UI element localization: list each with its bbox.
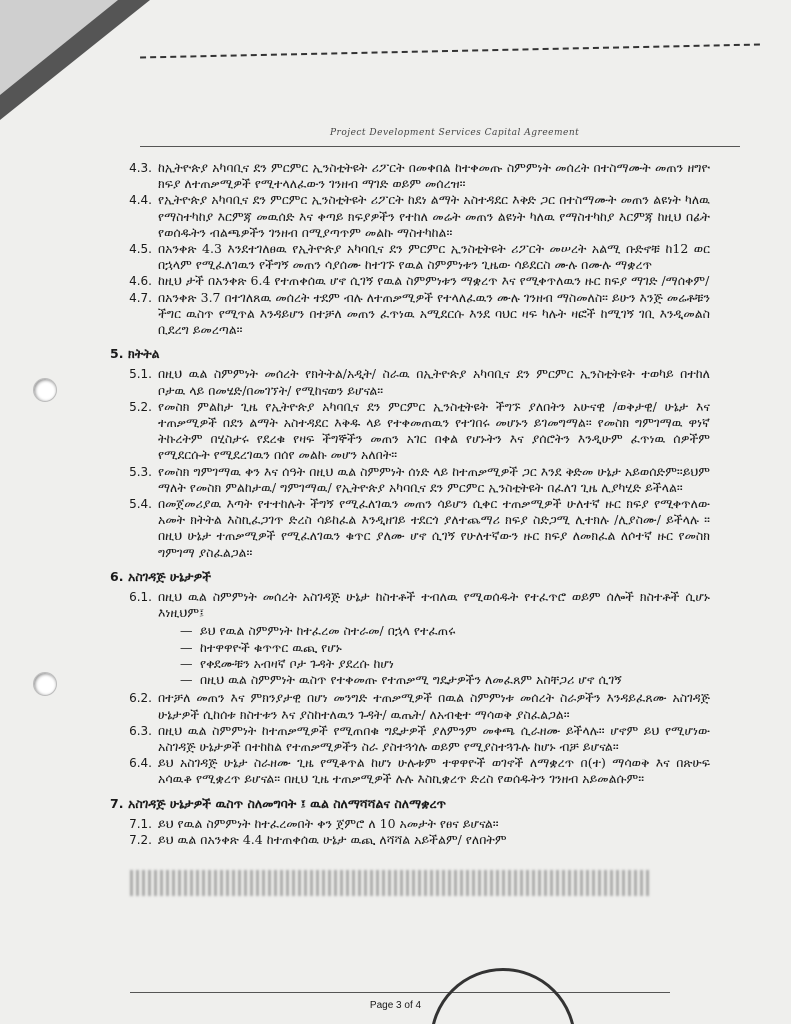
clause-number: 4.5. [129,242,152,257]
clause-item [110,290,710,339]
bullet-item [180,640,710,656]
clause-text: በተቻለ መጠን እና ምክንያታዊ በሆነ መንግድ ተጠቃሚዎች በዉል ስምምነቱ መሰረት ስራዎችን እንዳይፈጸሙ አስገዳጅ ሁኔታዎች ሲከሰቱ ክስተቱን እና ያስከተለዉን ጉዳት/ ዉጤት/ ለአብቂተ ማሳወቅ ያስፈልጋል። [158,690,710,722]
folded-corner-flap [0,0,118,95]
bullet-item [180,656,710,672]
clause-text: የኢትዮጵያ አካባቢና ደን ምርምር ኢንስቲትዩት ሪፖርት ከደነ ልማት አስተዳደር እቅድ ጋር በተስማሙት መጠን ልዩነት ካለዉ የማስተካከያ እርምጃ መዉሰድ እና ቀጣይ ክፍያዎችን የተከለ መሬት መጠን ልዩነት ካለዉ የማስተካከያ እርምጃ ከዚህ በፊት የወሰዱትን ብልጫዎችን ገንዘብ በሚያጣጥም መልኩ ማስተካከል። [158,192,710,240]
clause-number: 5.1. [129,367,152,382]
footer-rule [130,992,670,993]
bullet-text: ከተዋዋዮች ቁጥጥር ዉጪ የሆኑ [200,639,342,655]
clause-text: በአንቀጽ 3.7 በተገለጸዉ መሰረት ተደም ብሉ ለተጠቃሚዎች የተላለፈዉን ሙሉ ገንዘብ ማስመለስ። ይሁን እንጅ መሬቶቹን ችግር ዉስጥ የሚጥል እንዳይሆን በተቻለ መጠን ፈጥነዉ አሚደርሱ እንደ ባህር ዛፍ ካሉት ዛፎች ከሚገኝ ገቢ እንዲመልስ ቢደረግ ይመረጣል። [158,289,710,338]
clause-text: ይህ ዉል በአንቀጽ 4.4 ከተጠቀሰዉ ሁኔታ ዉጪ ለሻሻል አይችልም/ የለበትም [158,831,507,847]
clause-item [110,816,710,832]
clause-item [110,399,710,464]
clause-text: በአንቀጽ 4.3 እንደተገለፀዉ የኢትዮጵያ አካባቢና ደን ምርምር ኢንስቲትዩት ሪፖርት መሠረት አልሚ ቡድኖቹ ከ12 ወር በኋላም የሚፈለገዉን የችግኝ መጠን ሳያሰሙ ከተገኙ የዉል ስምምነቱን ጊዜው ሳይደርስ ሙሉ በሙሉ ማቋረጥ [158,241,710,273]
bullet-dash: — [180,655,193,671]
section-7-heading: 7. አስገዳጅ ሁኔታዎች ዉስጥ ስለመግባት ፤ ዉል ስለማሻሻልና ስለማቋረጥ [110,795,447,811]
clause-text: የመስክ ግምገማዉ ቀን እና ሰዓት በዚህ ዉል ስምምነት ሰነድ ላይ ከተጠቃሚዎች ጋር እንደ ቅድመ ሁኔታ አይወሰድም።ይህም ማለት የመስክ ምልከታዉ/ ግምገማዉ/ የኢትዮጵያ አካባቢና ደን ምርምር ኢንስቲትዩት በፈለገ ጊዜ ሊያካሂድ ይችላል። [158,463,710,495]
clause-number: 7.1. [129,816,152,831]
document-body [110,160,710,848]
clause-item [110,690,710,722]
clause-item [110,832,710,848]
clause-text: በዚህ ዉል ስምምነት መሰረት የክትትል/አዲት/ ስራዉ በኢትዮጵያ አካባቢና ደን ምርምር ኢንስቲትዩት ተወካይ በተከለ ቦታዉ ላይ በመሄድ/በመገኘት/ የሚከናወን ይሆናል። [158,366,710,398]
clause-item [110,273,710,289]
clause-text: የመስክ ምልከታ ጊዜ የኢትዮጵያ አካባቢና ደን ምርምር ኢንስቲትዩት ችግኙ ያለበትን አሁናዊ /ወቅታዊ/ ሁኔታ እና ተጠቃሚዎች በደን ልማት አስተዳደር እቅዱ ላይ የተቀመጠዉን የተገበሩ መሆኑን ይገመግማል። የመስክ ግምገማዉ ዋነኛ ትኩረትም በሂስታሩ የደረቁ የዛፍ ችግኞችን መጠን አገር በቀል የሆኑትን እና ያሰሮትን እንዲሁም ፈጥነዉ ሰዎችም የሚደርሱት የሚደረገዉን በሰየ መልኩ መሆን አለበት። [158,398,710,463]
clause-list-4 [110,160,710,338]
clause-number: 4.7. [129,290,152,305]
official-stamp [430,968,576,1024]
bullet-text: ይህ የዉል ስምምነት ከተፈረመ ስተራመ/ በኋላ የተፈጠሩ [200,623,456,639]
clause-list-6b [110,690,710,787]
clause-list-7 [110,816,710,848]
bullet-list-6-1 [180,623,710,688]
punch-hole-top [33,378,57,402]
section-5-heading: 5. ክትትል [110,346,160,362]
clause-number: 6.2. [129,691,152,706]
clause-list-6a [110,589,710,621]
bullet-dash: — [180,623,193,639]
clause-item [110,723,710,755]
bullet-dash: — [180,639,193,655]
clause-item [110,496,710,561]
bullet-text: የቀደሙቹን አብዛኛ ቦታ ጉዳት ያደረሱ ከሆነ [200,655,394,671]
clause-number: 4.4. [129,193,152,208]
clause-number: 5.3. [129,464,152,479]
scan-smudge [130,870,650,896]
clause-number: 5.2. [129,399,152,414]
bullet-text: በዚህ ዉል ስምምነት ዉስጥ የተቀመጡ የተጠቃሚ ግዴታዎችን ለመፈጸም አስቸጋሪ ሆኖ ሲገኝ [200,672,622,688]
clause-number: 5.4. [129,497,152,512]
clause-list-5 [110,366,710,560]
clause-text: በዚህ ዉል ስምምነት ከተጠቃሚዎች የሚጠበቁ ግዴታዎች ያለምንም መቀጫ ሲራዘሙ ይችላሉ። ሆኖም ይህ የሚሆነው አስገዳጅ ሁኔታዎች በተከከል የተጠቃሚዎችን ስራ ያስተጓጎሉ ወይም የሚያስተጓጉሉ ከሆኑ ብቻ ይሆናል። [158,722,710,754]
clause-number: 7.2. [129,832,152,847]
bullet-item [180,672,710,688]
clause-item [110,589,710,621]
section-6-heading: 6. አስገዳጅ ሁኔታዎች [110,568,212,584]
clause-number: 4.6. [129,274,152,289]
bullet-dash: — [180,672,193,688]
clause-number: 4.3. [129,161,152,175]
punch-hole-bottom [33,672,57,696]
clause-text: ከዚህ ታች በአንቀጽ 6.4 የተጠቀሰዉ ሆኖ ሲገኝ የዉል ስምምነቱን ማቋረጥ እና የሚቀጥለዉን ዙር ክፍያ ማገድ /ማሰቀም/ [158,273,710,289]
clause-item [110,241,710,273]
clause-text: ይህ የዉል ስምምነት ከተፈረመበት ቀን ጀምሮ ለ 10 አመታት የፀና ይሆናል። [158,815,499,831]
clause-number: 6.1. [129,590,152,605]
clause-item [110,464,710,496]
clause-text: በዚህ ዉል ስምምነት መሰረት አስገዳጅ ሁኔታ ከስተቶች ተብለዉ የሚወሰዱት የተፈጥሮ ወይም ሰሎች ክስተቶች ሲሆኑ እነዚህም፤ [158,589,710,621]
top-dashed-rule [140,44,760,59]
clause-item [110,366,710,398]
running-header: Project Development Services Capital Agreement [330,128,580,138]
page-number: Page 3 of 4 [369,1000,422,1011]
bullet-item [180,623,710,639]
clause-item [110,192,710,241]
clause-text: ከኢትዮጵያ አካባቢና ደን ምርምር ኢንስቲትዩት ሪፖርት በመቀበል ከተቀመጡ ስምምነት መሰረት በተስማሙት መጠን ዘግዮ ክፍያ ለተጠቃሚዎች የሚተላለፈውን ገንዘብ ማገድ ወይም መሰረዝ። [158,160,710,192]
clause-number: 6.3. [129,723,152,738]
clause-text: ይህ አስገዳጅ ሁኔታ ስራዘሙ ጊዜ የሚቆጥል ከሆነ ሁሉቱም ተዋዋዮች ወገኖች ለማቋረጥ በ(ተ) ማሳወቅ እና በጽሁፍ አሳዉቆ የሚቋረጥ ይሆናል። በዚህ ጊዜ ተጠቃሚዎች ሉሉ እስኪቋረጥ ድረስ የወሰዱትን ገንዘብ አይመልሱም። [158,755,710,787]
header-rule [140,146,740,147]
clause-number: 6.4. [129,756,152,771]
clause-text: በመጀመሪያዉ እጣት የተተከሉት ችግኝ የሚፈለገዉን መጠን ሳይሆን ሲቀር ተጠቃሚዎች ሁለተኛ ዙር ክፍያ የሚቀጥለው አመት ክትትል እስኪፈጋገጥ ድረስ ሳይከፈል እንዲዘገይ ተደርጎ ያለተጨማሪ ክፍያ ስድጋሚ ሊተክሉ /ሊያስሙ/ ይችላሉ ። በዚህ ሁኔታ ተጠቃሚዎች የሚፈለገዉን ቁጥር ያለሙ ሆኖ ሲገኝ የሁለተኛውን ዙር ክፍያ ለመክፈል ለሶተኛ ዙር የመስክ ግምገማ ያስፈልጋል። [158,496,710,560]
clause-item [110,160,710,192]
clause-item [110,755,710,787]
